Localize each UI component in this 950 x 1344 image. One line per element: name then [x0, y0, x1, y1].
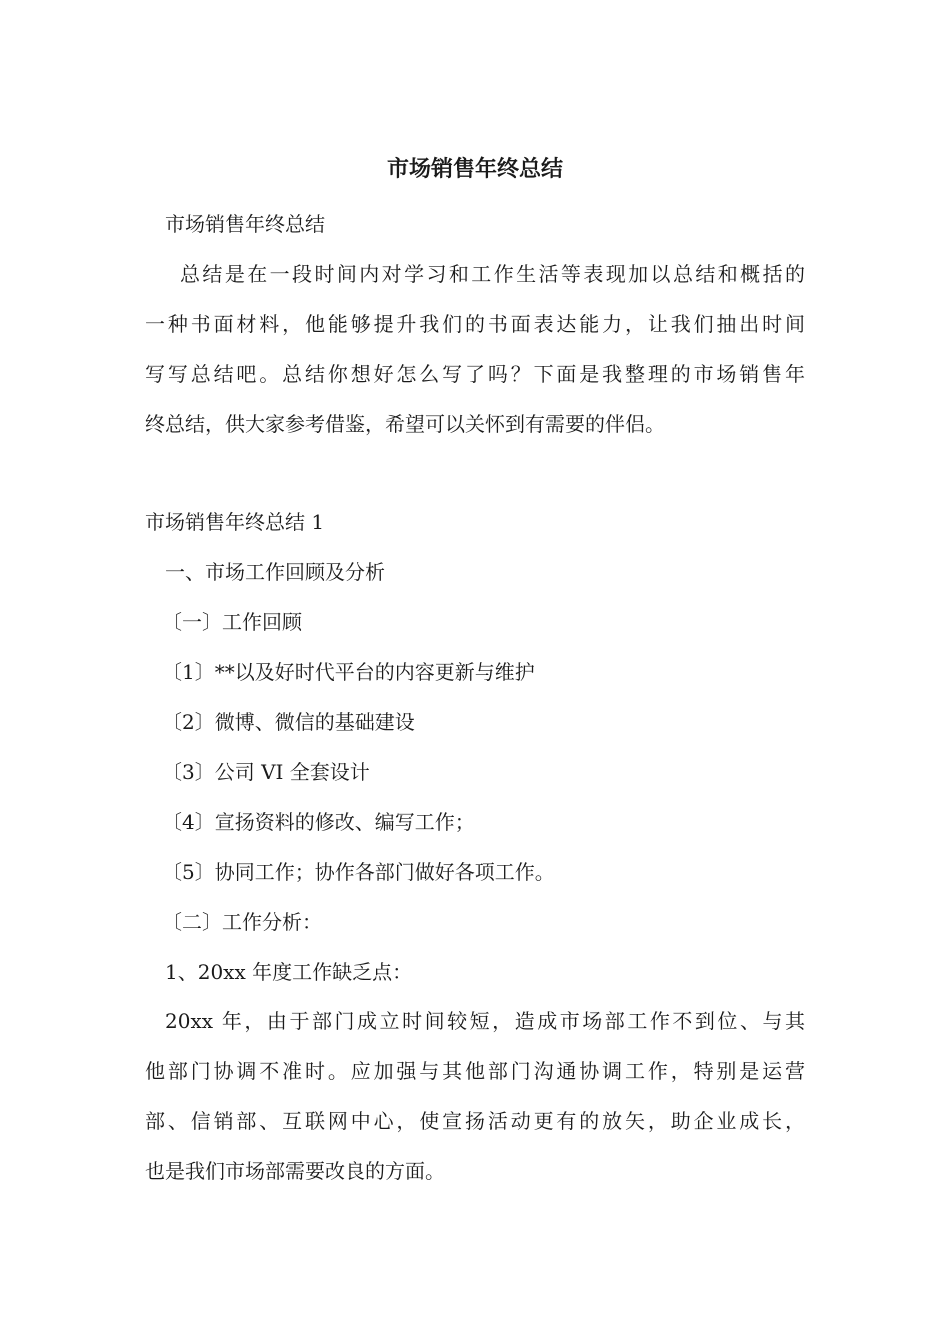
intro-line-1: 总结是在一段时间内对学习和工作生活等表现加以总结和概括的 — [180, 262, 805, 286]
shortfall-line-1: 20xx 年，由于部门成立时间较短，造成市场部工作不到位、与其 — [165, 1009, 805, 1033]
intro-line-2: 一种书面材料，他能够提升我们的书面表达能力，让我们抽出时间 — [145, 312, 805, 336]
review-item-4: 〔4〕宣扬资料的修改、编写工作； — [162, 810, 475, 834]
section-heading: 市场销售年终总结 1 — [145, 510, 325, 534]
review-item-5: 〔5〕协同工作；协作各部门做好各项工作。 — [162, 860, 555, 884]
sub-one-heading: 〔一〕工作回顾 — [162, 610, 302, 634]
shortfall-line-3: 部、信销部、互联网中心，使宣扬活动更有的放矢，助企业成长， — [145, 1109, 805, 1133]
shortfall-line-2: 他部门协调不准时。应加强与其他部门沟通协调工作，特别是运营 — [145, 1059, 805, 1083]
review-item-1: 〔1〕**以及好时代平台的内容更新与维护 — [162, 660, 535, 684]
document-title: 市场销售年终总结 — [386, 157, 563, 182]
intro-line-3: 写写总结吧。总结你想好怎么写了吗？下面是我整理的市场销售年 — [145, 362, 805, 386]
shortfall-line-4: 也是我们市场部需要改良的方面。 — [145, 1159, 445, 1183]
part-one-heading: 一、市场工作回顾及分析 — [165, 560, 385, 584]
review-item-3: 〔3〕公司 VI 全套设计 — [162, 760, 370, 784]
shortfall-heading: 1、20xx 年度工作缺乏点： — [165, 960, 413, 984]
review-item-2: 〔2〕微博、微信的基础建设 — [162, 710, 415, 734]
subtitle: 市场销售年终总结 — [165, 212, 325, 236]
intro-line-4: 终总结，供大家参考借鉴，希望可以关怀到有需要的伴侣。 — [145, 412, 665, 436]
sub-two-heading: 〔二〕工作分析： — [162, 910, 322, 934]
